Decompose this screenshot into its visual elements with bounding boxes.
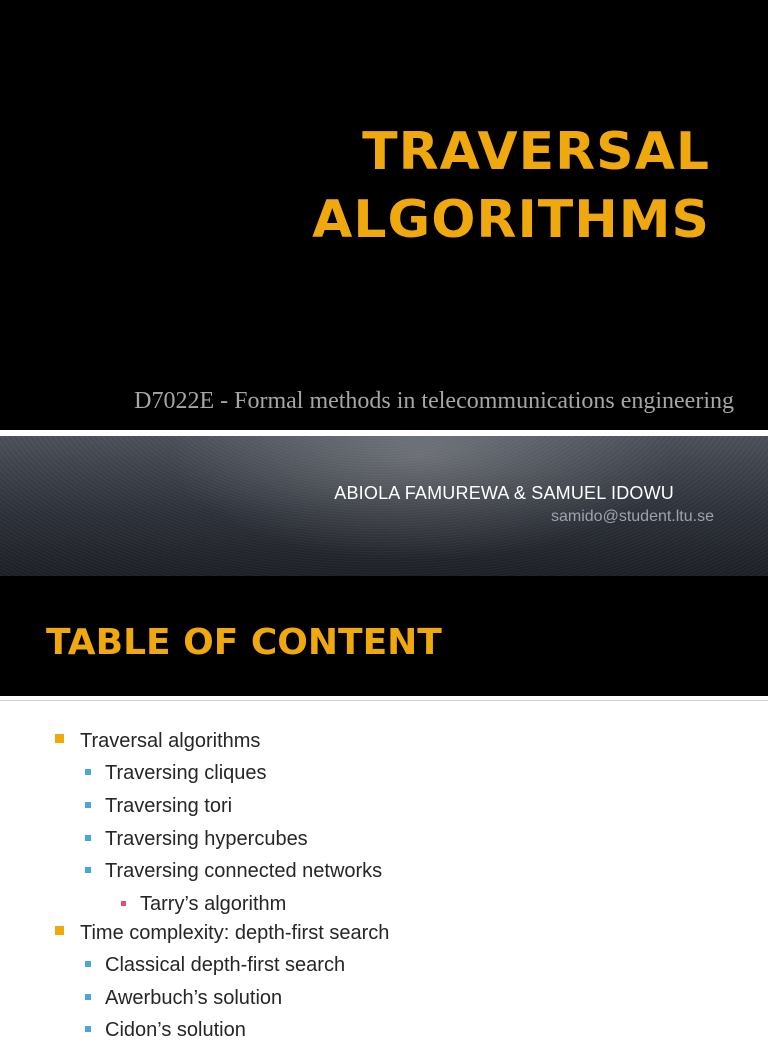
list-item-label: Time complexity: depth-first search bbox=[80, 922, 390, 944]
list-item bbox=[140, 892, 286, 916]
author-email: samido@student.ltu.se bbox=[551, 508, 714, 525]
bullet-icon bbox=[85, 1026, 91, 1032]
list-item bbox=[105, 1018, 246, 1042]
bullet-icon bbox=[121, 901, 126, 906]
list-item bbox=[80, 921, 389, 945]
toc-heading: TABLE OF CONTENT bbox=[46, 622, 442, 663]
bullet-icon bbox=[55, 926, 64, 935]
list-item bbox=[105, 953, 345, 977]
list-item-label: Traversing connected networks bbox=[105, 860, 383, 882]
title-slide bbox=[0, 0, 768, 430]
title-line-2: ALGORITHMS bbox=[312, 190, 710, 250]
list-item bbox=[105, 986, 282, 1010]
bullet-icon bbox=[85, 994, 91, 1000]
toc-header bbox=[0, 576, 768, 696]
bullet-icon bbox=[55, 734, 64, 743]
bullet-icon bbox=[85, 835, 91, 841]
bullet-icon bbox=[85, 802, 91, 808]
list-item-label: Cidon’s solution bbox=[105, 1019, 246, 1041]
list-item-label: Traversing cliques bbox=[105, 762, 267, 784]
list-item bbox=[105, 859, 382, 883]
bullet-icon bbox=[85, 961, 91, 967]
list-item-label: Traversal algorithms bbox=[80, 730, 261, 752]
list-item-label: Traversing tori bbox=[105, 795, 233, 817]
course-subtitle: D7022E - Formal methods in telecommunications engineering bbox=[134, 388, 734, 414]
list-item bbox=[80, 729, 260, 753]
slide-title bbox=[312, 118, 710, 254]
bullet-icon bbox=[85, 867, 91, 873]
toc-list bbox=[0, 701, 768, 1041]
list-item-label: Tarry’s algorithm bbox=[140, 893, 287, 915]
bullet-icon bbox=[85, 769, 91, 775]
author-names: ABIOLA FAMUREWA & SAMUEL IDOWU bbox=[334, 483, 674, 503]
title-line-1: TRAVERSAL bbox=[362, 122, 710, 182]
list-item bbox=[105, 827, 308, 851]
list-item-label: Traversing hypercubes bbox=[105, 828, 308, 850]
author-band bbox=[0, 436, 768, 576]
list-item-label: Classical depth-first search bbox=[105, 954, 346, 976]
list-item bbox=[105, 794, 232, 818]
list-item-label: Awerbuch’s solution bbox=[105, 987, 283, 1009]
list-item bbox=[105, 761, 267, 785]
